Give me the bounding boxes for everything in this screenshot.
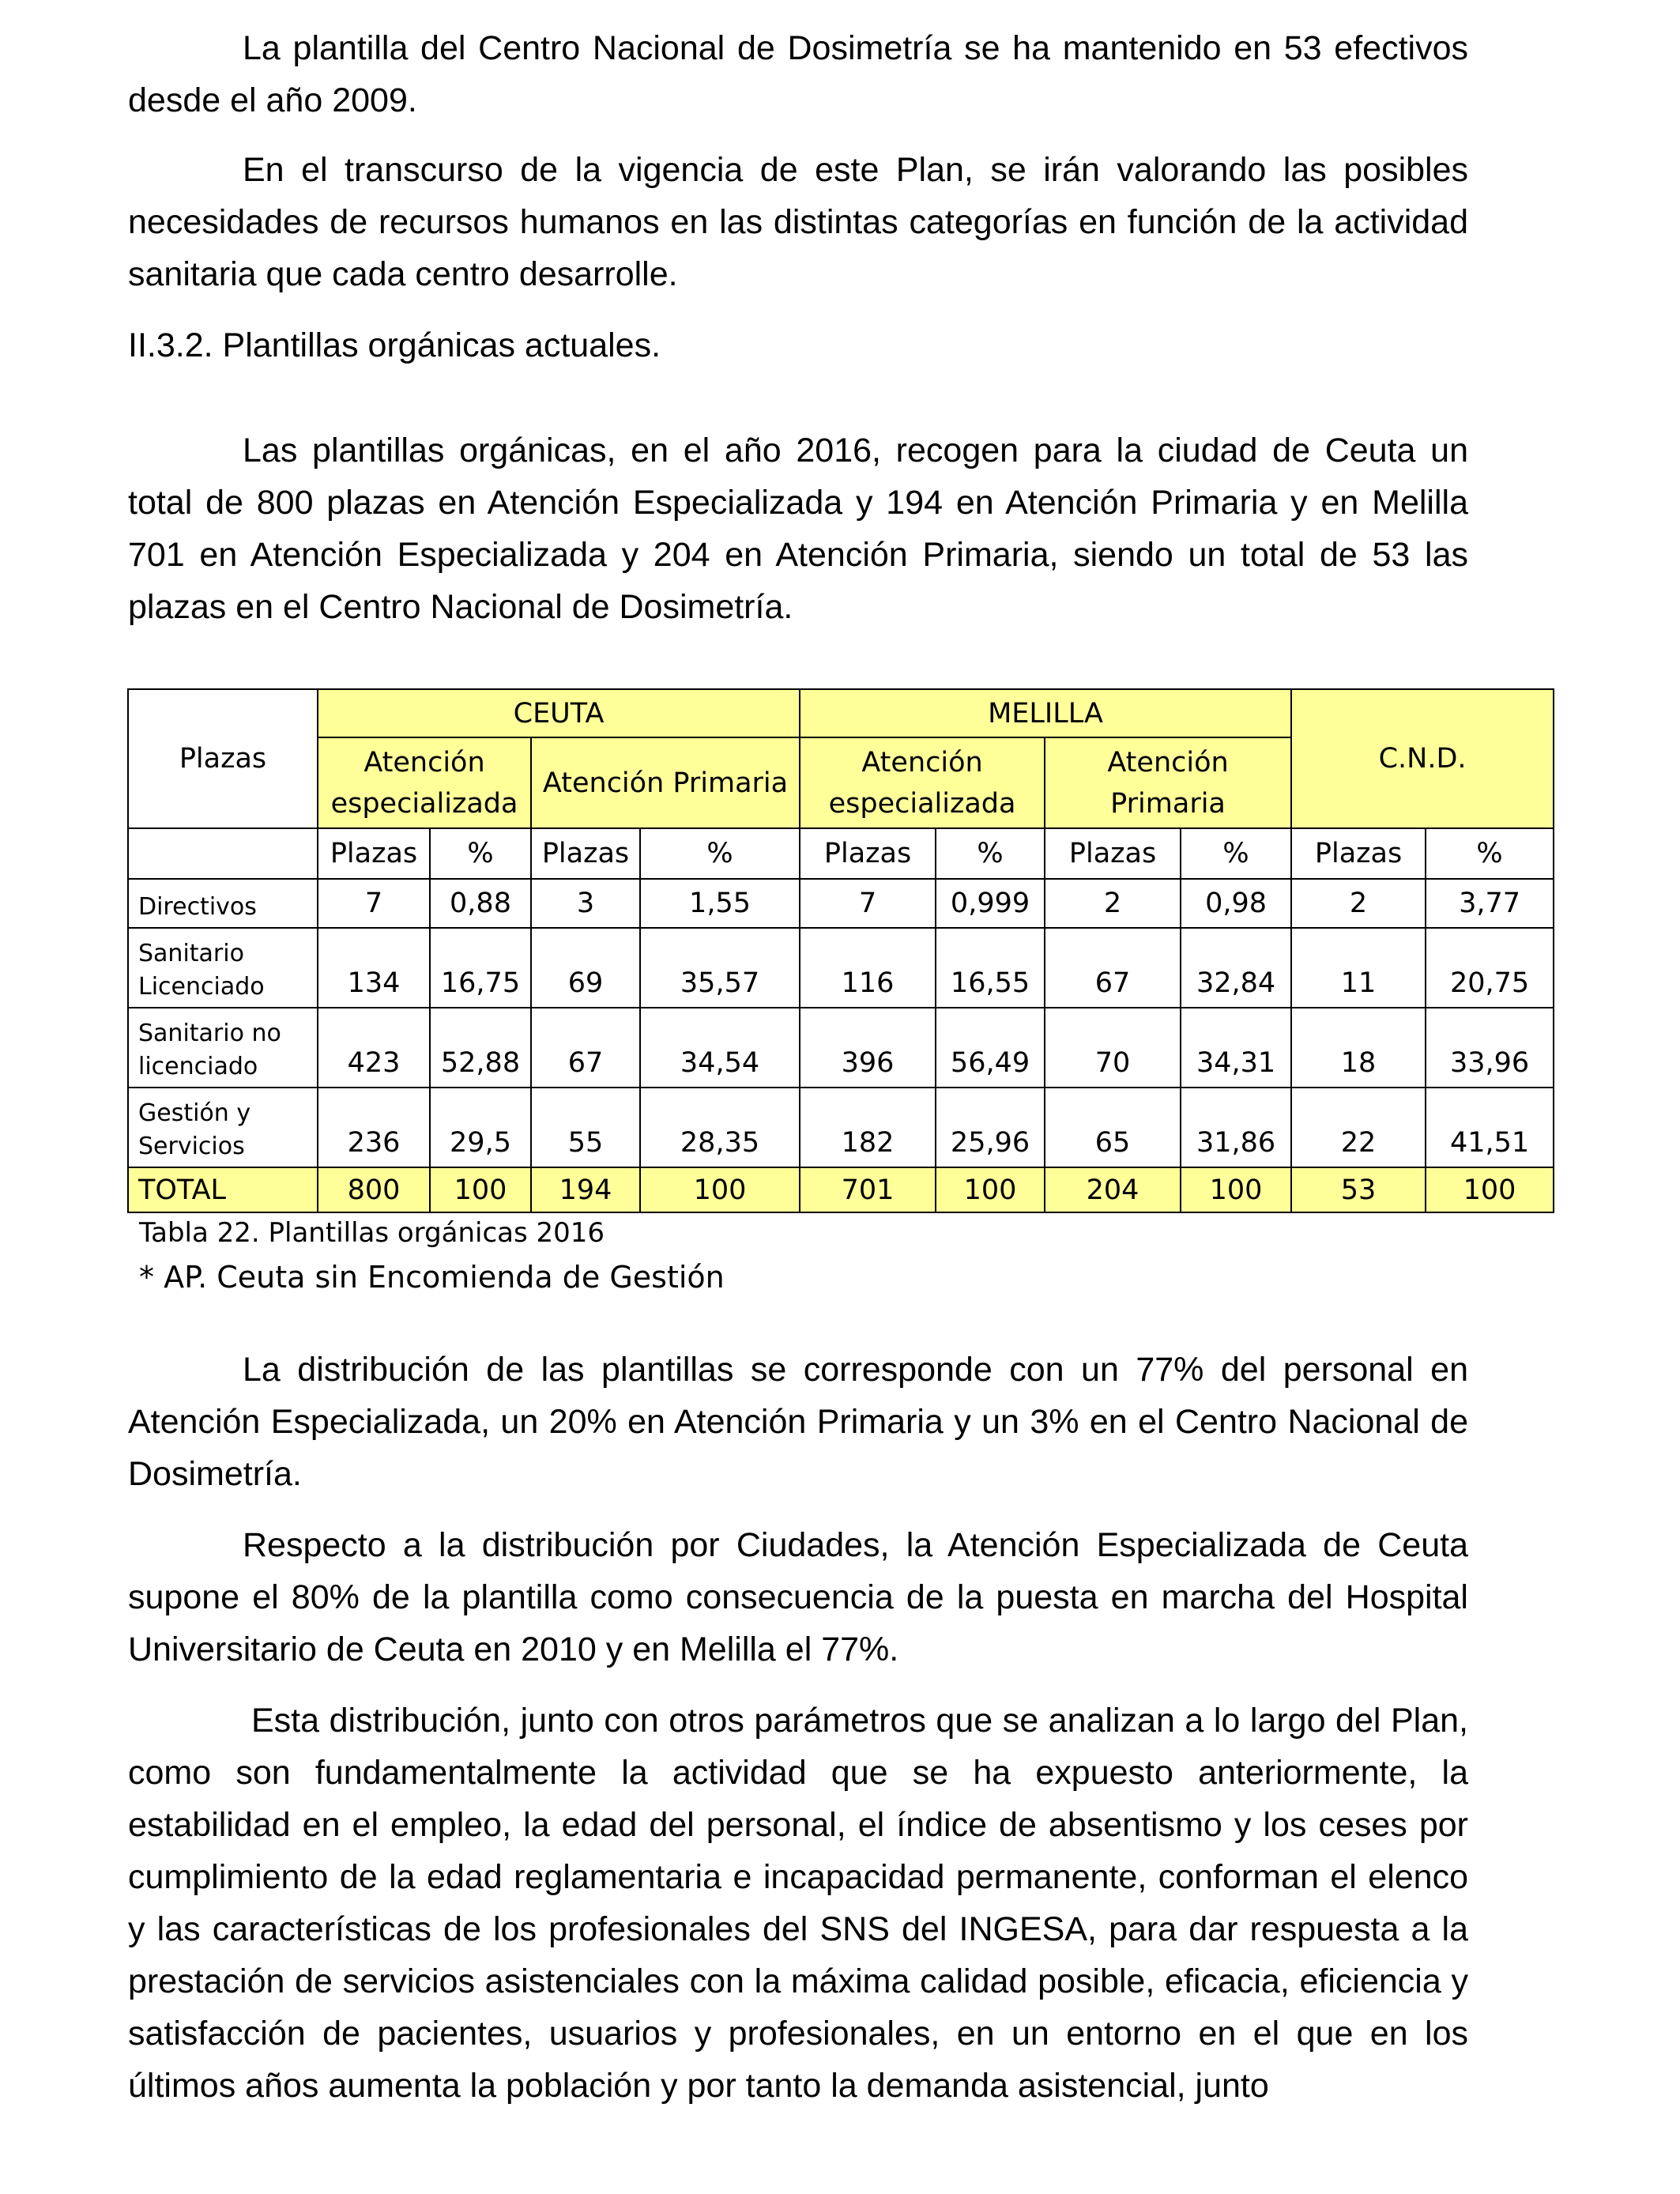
table-cell: 0,999: [936, 879, 1045, 928]
total-cell: 100: [430, 1167, 531, 1212]
sub-melilla-ae: Atención especializada: [800, 737, 1045, 828]
group-cnd: C.N.D.: [1291, 689, 1554, 828]
sub-ceuta-ap: Atención Primaria: [531, 737, 800, 828]
paragraph-6-text: Esta distribución, junto con otros parámetros que se analizan a lo largo del Plan, como son fundamentalmente la actividad que se ha expuesto anteriormente, la estabilidad en el empleo, la edad del personal, el índice de absentismo y los ceses por cumplimiento de la edad reglamentaria e incapacidad permanente, conforman el elenco y las características de los profesionales del SNS del INGESA, para dar respuesta a la prestación de servicios asistenciales con la máxima calidad posible, eficacia, eficiencia y satisfacción de pacientes, usuarios y profesionales, en un entorno en el que en los últimos años aumenta la población y por tanto la demanda asistencial, junto: [128, 1702, 1468, 2105]
col-header: Plazas: [1291, 828, 1426, 879]
caption-note: * AP. Ceuta sin Encomienda de Gestión: [139, 1260, 725, 1295]
col-header: %: [936, 828, 1045, 879]
paragraph-6: [128, 1695, 1468, 2192]
table-cell: 236: [318, 1088, 430, 1167]
table-cell: 65: [1045, 1088, 1181, 1167]
total-cell: 100: [936, 1167, 1045, 1212]
col-header: Plazas: [1045, 828, 1181, 879]
table-cell: 16,75: [430, 928, 531, 1008]
paragraph-4: [128, 1344, 1468, 1500]
total-cell: 100: [1181, 1167, 1291, 1212]
paragraph-2: [128, 144, 1468, 300]
paragraph-5-text: Respecto a la distribución por Ciudades, la Atención Especializada de Ceuta supone el 80% de la plantilla como consecuencia de la puesta en marcha del Hospital Universitario de Ceuta en 2010 y en Melilla el 77%.: [128, 1526, 1468, 1668]
table-cell: 28,35: [640, 1088, 800, 1167]
table-cell: 56,49: [936, 1008, 1045, 1088]
table-cell: 11: [1291, 928, 1426, 1008]
col-header: %: [640, 828, 800, 879]
paragraph-1-text: La plantilla del Centro Nacional de Dosimetría se ha mantenido en 53 efectivos desde el año 2009.: [128, 29, 1468, 119]
staffing-table: [127, 688, 1554, 1213]
table-cell: 35,57: [640, 928, 800, 1008]
col-header: %: [1181, 828, 1291, 879]
table-cell: 32,84: [1181, 928, 1291, 1008]
table-cell: 22: [1291, 1088, 1426, 1167]
table-cell: 55: [531, 1088, 640, 1167]
table-cell: 2: [1291, 879, 1426, 928]
table-row: [128, 879, 1554, 928]
table-cell: 67: [1045, 928, 1181, 1008]
total-cell: 800: [318, 1167, 430, 1212]
table-cell: 34,54: [640, 1008, 800, 1088]
total-label: TOTAL: [128, 1167, 318, 1212]
table-cell: 33,96: [1426, 1008, 1554, 1088]
row-label: Directivos: [128, 879, 318, 928]
total-cell: 53: [1291, 1167, 1426, 1212]
table-cell: 31,86: [1181, 1088, 1291, 1167]
table-cell: 1,55: [640, 879, 800, 928]
table-cell: 116: [800, 928, 936, 1008]
row-label: Gestión y Servicios: [128, 1088, 318, 1167]
table-cell: 41,51: [1426, 1088, 1554, 1167]
sub-ceuta-ae: Atención especializada: [318, 737, 531, 828]
paragraph-5: [128, 1519, 1468, 1676]
section-heading: II.3.2. Plantillas orgánicas actuales.: [128, 326, 661, 364]
total-cell: 194: [531, 1167, 640, 1212]
total-row: [128, 1167, 1554, 1212]
table-cell: 7: [800, 879, 936, 928]
sub-melilla-ap: Atención Primaria: [1045, 737, 1291, 828]
table-cell: 16,55: [936, 928, 1045, 1008]
col-header: Plazas: [531, 828, 640, 879]
table-cell: 396: [800, 1008, 936, 1088]
table-cell: 0,98: [1181, 879, 1291, 928]
caption-title: Tabla 22. Plantillas orgánicas 2016: [139, 1217, 605, 1249]
table-caption: [139, 1211, 725, 1299]
table-cell: 18: [1291, 1008, 1426, 1088]
paragraph-3: [128, 424, 1468, 633]
row-label: Sanitario no licenciado: [128, 1008, 318, 1088]
row-label: Sanitario Licenciado: [128, 928, 318, 1008]
table-corner-label: Plazas: [128, 689, 318, 828]
table-cell: 182: [800, 1088, 936, 1167]
table-cell: 3: [531, 879, 640, 928]
group-melilla: MELILLA: [800, 689, 1291, 737]
table-row: [128, 1008, 1554, 1088]
total-cell: 204: [1045, 1167, 1181, 1212]
group-ceuta: CEUTA: [318, 689, 800, 737]
paragraph-1: [128, 22, 1468, 126]
table-row: [128, 928, 1554, 1008]
col-header: %: [1426, 828, 1554, 879]
paragraph-3-text: Las plantillas orgánicas, en el año 2016, recogen para la ciudad de Ceuta un total de 800 plazas en Atención Especializada y 194 en Atención Primaria y en Melilla 701 en Atención Especializada y 204 en Atención Primaria, siendo un total de 53 las plazas en el Centro Nacional de Dosimetría.: [128, 432, 1468, 626]
table-cell: 69: [531, 928, 640, 1008]
table-cell: 70: [1045, 1008, 1181, 1088]
paragraph-2-text: En el transcurso de la vigencia de este Plan, se irán valorando las posibles necesidades de recursos humanos en las distintas categorías en función de la actividad sanitaria que cada centro desarrolle.: [128, 151, 1468, 293]
table-cell: 52,88: [430, 1008, 531, 1088]
paragraph-4-text: La distribución de las plantillas se corresponde con un 77% del personal en Atención Especializada, un 20% en Atención Primaria y un 3% en el Centro Nacional de Dosimetría.: [128, 1351, 1468, 1493]
col-header: Plazas: [318, 828, 430, 879]
total-cell: 100: [1426, 1167, 1554, 1212]
table-cell: 34,31: [1181, 1008, 1291, 1088]
table-cell: 67: [531, 1008, 640, 1088]
table-cell: 25,96: [936, 1088, 1045, 1167]
table-cell: 20,75: [1426, 928, 1554, 1008]
table-cell: 423: [318, 1008, 430, 1088]
col-header: Plazas: [800, 828, 936, 879]
table-row: [128, 1088, 1554, 1167]
total-cell: 701: [800, 1167, 936, 1212]
col-header: %: [430, 828, 531, 879]
total-cell: 100: [640, 1167, 800, 1212]
table-cell: 7: [318, 879, 430, 928]
empty-header-cell: [128, 828, 318, 879]
table-cell: 2: [1045, 879, 1181, 928]
table-cell: 3,77: [1426, 879, 1554, 928]
table-cell: 0,88: [430, 879, 531, 928]
table-cell: 29,5: [430, 1088, 531, 1167]
table-cell: 134: [318, 928, 430, 1008]
